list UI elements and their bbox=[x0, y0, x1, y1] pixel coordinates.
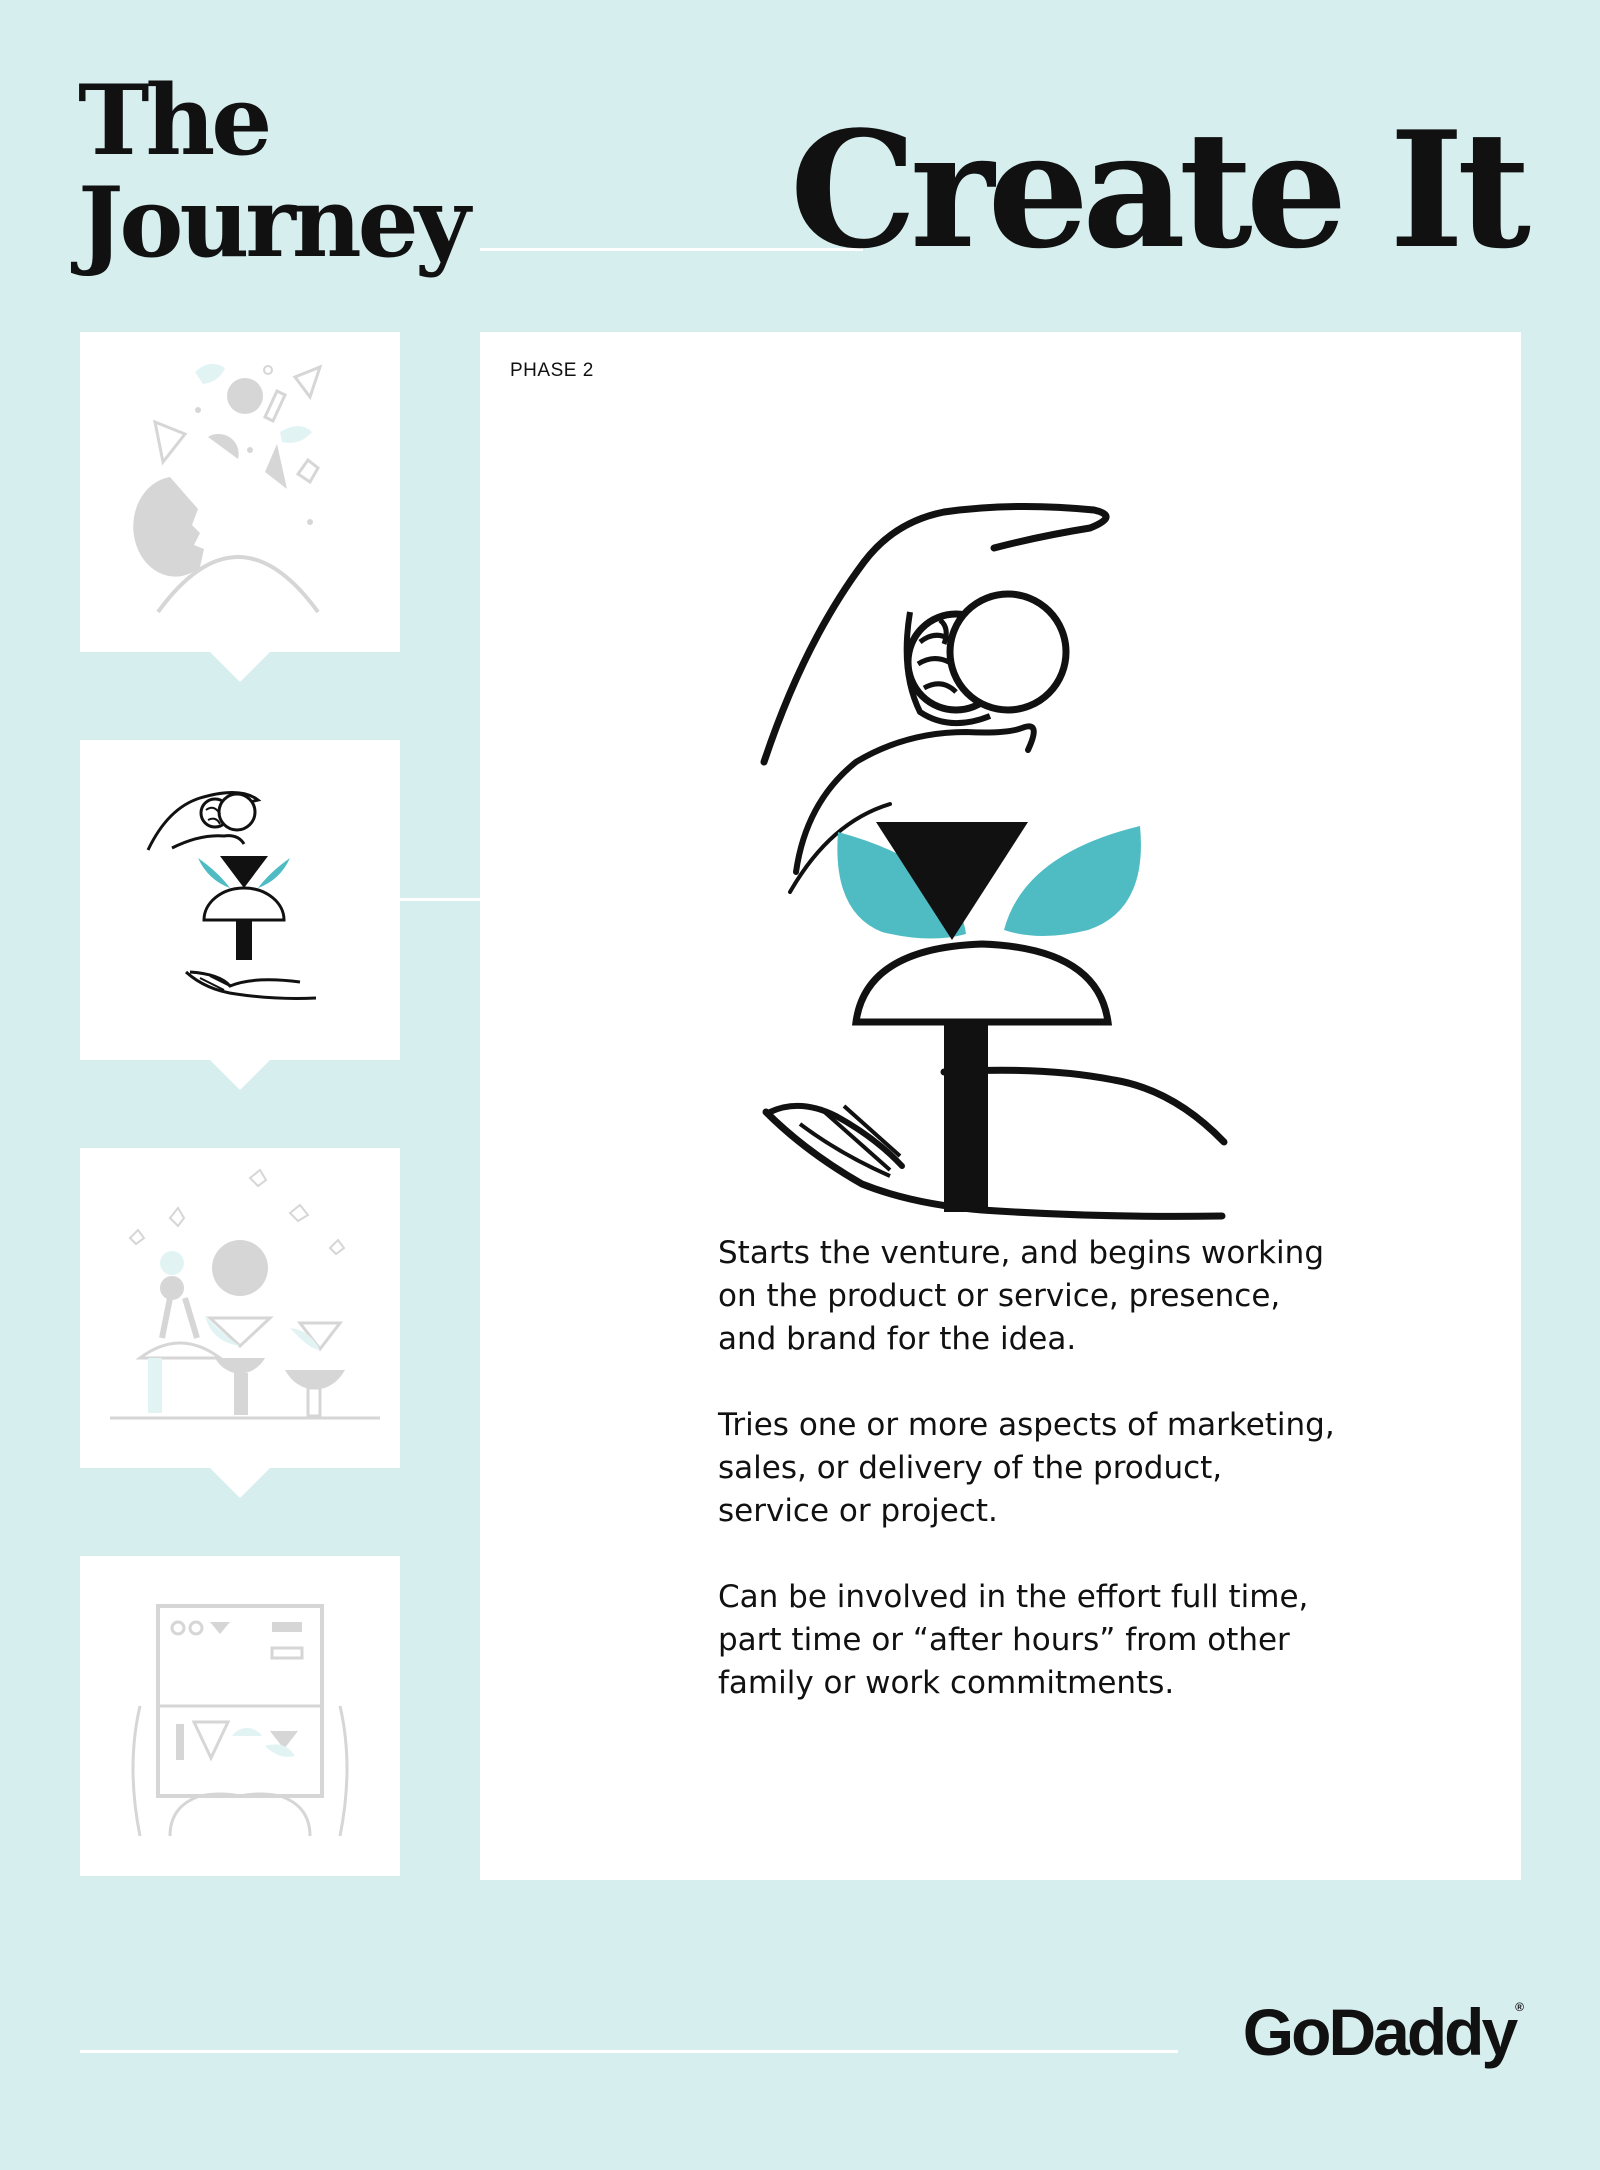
godaddy-logo bbox=[1243, 1994, 1524, 2070]
hands-stacking-shapes-icon bbox=[760, 452, 1240, 1232]
thumbnail-phase-3[interactable] bbox=[80, 1148, 400, 1468]
phase-label: PHASE 2 bbox=[510, 360, 594, 381]
description-paragraph-3: Can be involved in the effort full time, part time or “after hours” from other family or work commitments. bbox=[718, 1579, 1309, 1701]
phase-title: Create It bbox=[789, 96, 1524, 284]
footer-divider bbox=[80, 2050, 1178, 2053]
phase-description bbox=[718, 1232, 1338, 1748]
thumbnail-pointer bbox=[210, 652, 270, 682]
active-connector bbox=[400, 898, 480, 901]
journey-title-line1: The bbox=[78, 64, 269, 177]
growing-plants-icon bbox=[80, 1148, 400, 1468]
tablet-in-hands-icon bbox=[80, 1556, 400, 1876]
thumbnail-pointer bbox=[210, 1060, 270, 1090]
registered-mark: ® bbox=[1515, 2000, 1524, 2014]
thumbnail-phase-2[interactable] bbox=[80, 740, 400, 1060]
thumbnail-pointer bbox=[210, 1468, 270, 1498]
journey-title-line2: Journey bbox=[78, 166, 467, 279]
journey-title bbox=[78, 64, 467, 279]
hands-stacking-shapes-icon bbox=[80, 740, 400, 1060]
thumbnail-phase-1[interactable] bbox=[80, 332, 400, 652]
phase-panel bbox=[480, 332, 1521, 1880]
thumbnail-phase-4[interactable] bbox=[80, 1556, 400, 1876]
logo-text: GoDaddy bbox=[1242, 1995, 1516, 2069]
description-paragraph-1: Starts the venture, and begins working on the product or service, presence, and brand for the idea. bbox=[718, 1235, 1324, 1357]
ideation-head-shapes-icon bbox=[80, 332, 400, 652]
description-paragraph-2: Tries one or more aspects of marketing, sales, or delivery of the product, service or project. bbox=[718, 1407, 1335, 1529]
